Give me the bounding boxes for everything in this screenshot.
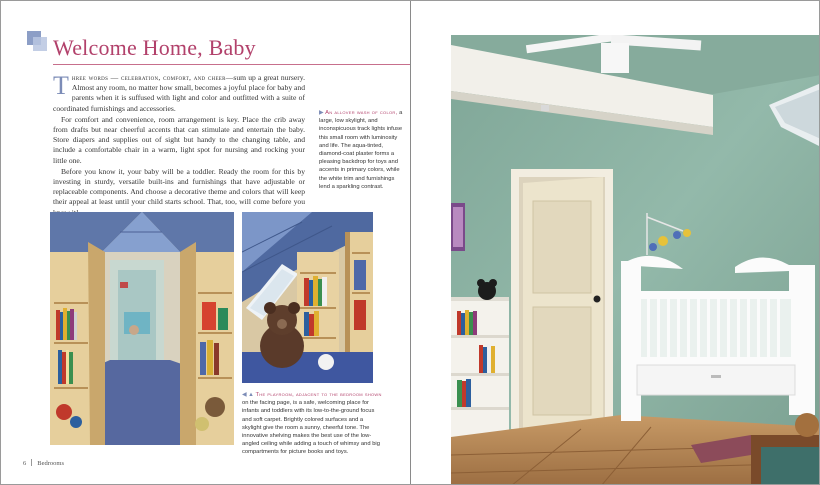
paragraph-3: Before you know it, your baby will be a toddler. Ready the room for this by investing in sturdy, versatile built-ins and furnishings that have adjustable or replaceable components. And choose a decorative theme and colors that will keep their appeal at least until your child starts school. That, too, will come before you: [53, 166, 305, 207]
paragraph-2: For comfort and convenience, room arrangement is key. Place the crib away from drafts but near cheerful accents that can stimulate and entertain the baby. Store diapers and supplies out of sight but handy to the changing table, and include a comfortable chair in a warm, light spot for nursing and rocking your little one.: [53, 114, 305, 165]
caption-nursery: [319, 109, 405, 191]
caption-playroom: [242, 391, 382, 457]
photo-playroom-detail: [242, 212, 373, 383]
body-text: [53, 73, 305, 219]
photo-nursery: [451, 35, 820, 485]
paragraph-1-text: —sum up a great nursery. Almost any room, no matter how small, becomes a joyful place for baby and parents when it is suffused with light and color and outfitted with a suite of coordinated furnishings and accessories.: [53, 73, 305, 113]
title-rule: [53, 64, 410, 65]
caption-arrow-icon: ◀ ▲: [242, 392, 254, 398]
caption-arrow-icon: ▶: [319, 110, 324, 116]
caption-lead: The playroom, adjacent to the bedroom shown: [255, 392, 382, 398]
photo-playroom-wide: [50, 212, 234, 445]
folio: [23, 459, 64, 467]
drop-cap: T: [53, 71, 69, 100]
lead-in: hree words — celebration, comfort, and cheer: [71, 73, 226, 82]
section-name: Bedrooms: [37, 460, 64, 467]
left-page: [1, 1, 410, 485]
caption-text: a large, low skylight, and inconspicuous track lights infuse this small room with luminosity and life. The aqua-tinted, diamond-coat plaster forms a pleasing backdrop for toys and accents in primary colors, while the white trim and furnishings lend a sparkling contrast.: [319, 110, 403, 190]
title-decoration-icon: [27, 31, 49, 53]
caption-lead: An allover wash of color,: [325, 110, 398, 116]
paragraph-1: [53, 73, 305, 114]
page-number: 6: [23, 460, 27, 467]
caption-text: on the facing page, is a safe, welcoming place for infants and toddlers with its low-to-the-ground focus and soft carpet. Brightly colored surfaces and a skylight give the room a sunny, cheerful tone. The innovative shelving makes the best use of the low-angled ceiling while adding a touch of whimsy and big compartments for picture books and toys.: [242, 400, 380, 456]
page-title: Welcome Home, Baby: [53, 35, 256, 60]
